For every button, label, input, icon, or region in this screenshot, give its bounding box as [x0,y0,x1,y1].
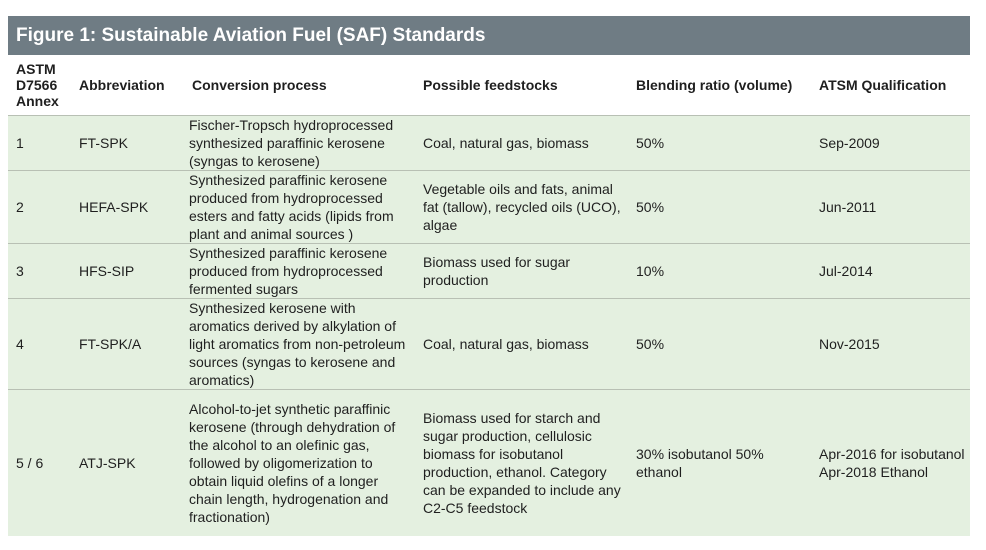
cell-qualification: Jul-2014 [811,244,970,299]
table-header-row [8,55,970,116]
table-row [8,171,970,244]
figure-title: Figure 1: Sustainable Aviation Fuel (SAF) Standards [8,16,970,55]
cell-abbreviation: FT-SPK/A [71,299,184,390]
figure-container [8,16,970,536]
cell-conversion-process: Synthesized kerosene with aromatics derived by alkylation of light aromatics from non-petroleum sources (syngas to kerosene and aromatics) [184,299,415,390]
cell-feedstocks: Coal, natural gas, biomass [415,299,628,390]
cell-conversion-process: Alcohol-to-jet synthetic paraffinic kerosene (through dehydration of the alcohol to an olefinic gas, followed by oligomerization to obtain liquid olefins of a longer chain length, hydrogenation and fractionation) [184,390,415,537]
cell-blending-ratio: 50% [628,116,811,171]
header-conversion-process: Conversion process [184,55,415,116]
cell-annex: 1 [8,116,71,171]
cell-conversion-process: Fischer-Tropsch hydroprocessed synthesized paraffinic kerosene (syngas to kerosene) [184,116,415,171]
cell-qualification: Apr-2016 for isobutanol Apr-2018 Ethanol [811,390,970,537]
header-annex: ASTM D7566 Annex [8,55,71,116]
cell-feedstocks: Biomass used for starch and sugar production, cellulosic biomass for isobutanol production, ethanol. Category can be expanded to include any C2-C5 feedstock [415,390,628,537]
table-row [8,244,970,299]
header-qualification: ATSM Qualification [811,55,970,116]
cell-abbreviation: FT-SPK [71,116,184,171]
cell-abbreviation: HEFA-SPK [71,171,184,244]
cell-blending-ratio: 50% [628,171,811,244]
cell-blending-ratio: 10% [628,244,811,299]
saf-standards-table [8,55,970,536]
cell-annex: 2 [8,171,71,244]
cell-annex: 4 [8,299,71,390]
header-possible-feedstocks: Possible feedstocks [415,55,628,116]
cell-feedstocks: Vegetable oils and fats, animal fat (tallow), recycled oils (UCO), algae [415,171,628,244]
cell-blending-ratio: 30% isobutanol 50% ethanol [628,390,811,537]
header-abbreviation: Abbreviation [71,55,184,116]
cell-abbreviation: ATJ-SPK [71,390,184,537]
cell-qualification: Sep-2009 [811,116,970,171]
cell-conversion-process: Synthesized paraffinic kerosene produced from hydroprocessed esters and fatty acids (lipids from plant and animal sources ) [184,171,415,244]
cell-qualification: Jun-2011 [811,171,970,244]
cell-blending-ratio: 50% [628,299,811,390]
cell-annex: 5 / 6 [8,390,71,537]
cell-annex: 3 [8,244,71,299]
cell-abbreviation: HFS-SIP [71,244,184,299]
cell-conversion-process: Synthesized paraffinic kerosene produced from hydroprocessed fermented sugars [184,244,415,299]
cell-feedstocks: Biomass used for sugar production [415,244,628,299]
table-row [8,299,970,390]
cell-qualification: Nov-2015 [811,299,970,390]
table-row [8,116,970,171]
table-row [8,390,970,537]
header-blending-ratio: Blending ratio (volume) [628,55,811,116]
cell-feedstocks: Coal, natural gas, biomass [415,116,628,171]
